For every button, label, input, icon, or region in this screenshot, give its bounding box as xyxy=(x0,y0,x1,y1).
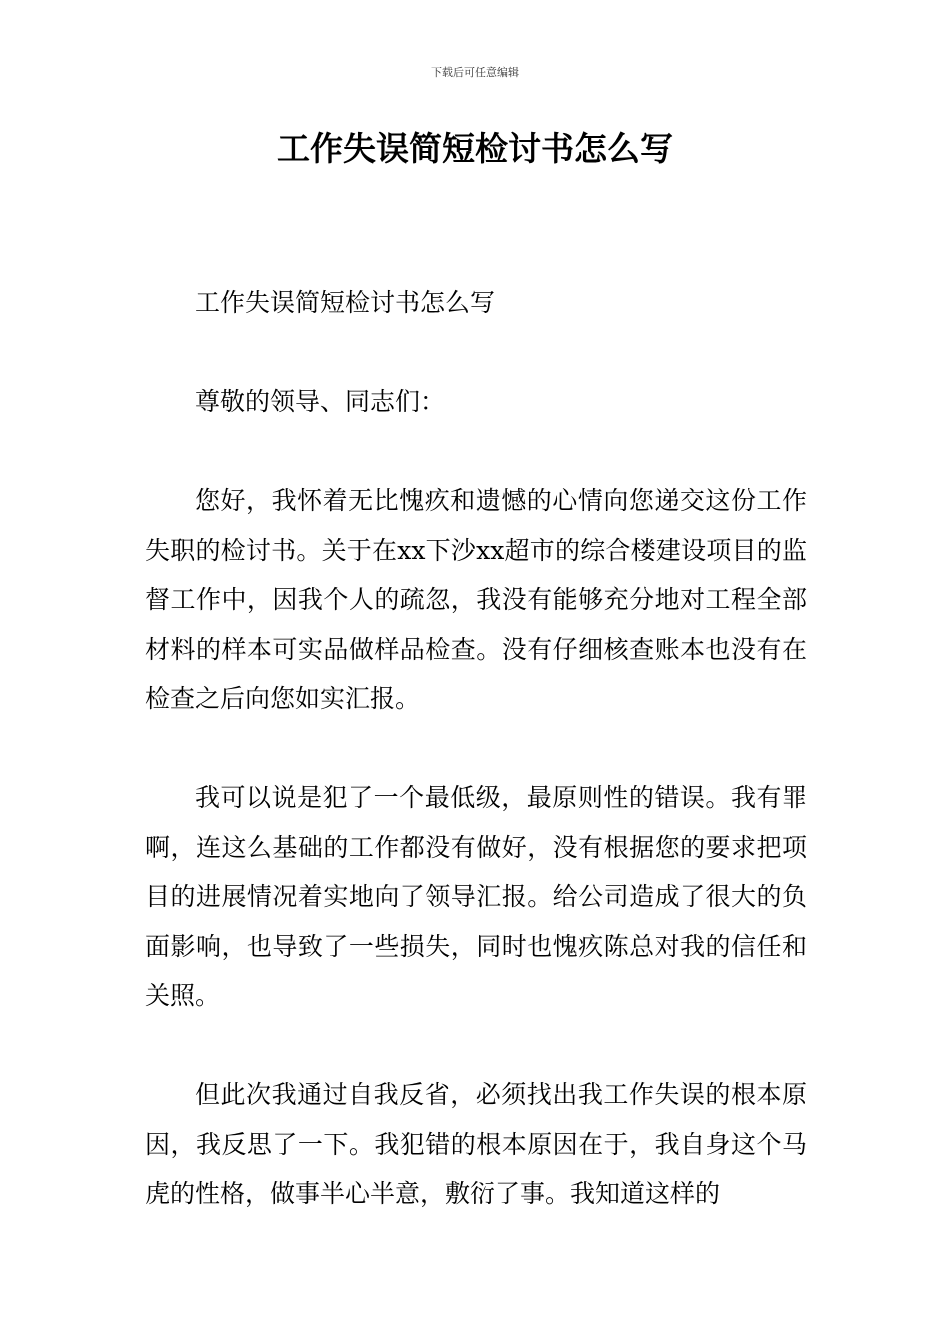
paragraph-body: 我可以说是犯了一个最低级，最原则性的错误。我有罪啊，连这么基础的工作都没有做好，没有根据您的要求把项目的进展情况着实地向了领导汇报。给公司造成了很大的负面影响，也导致了一些损失，同时也愧疚陈总对我的信任和关照。 xyxy=(145,783,807,1010)
paragraph-body: 您好，我怀着无比愧疚和遗憾的心情向您递交这份工作失职的检讨书。关于在xx下沙xx超市的综合楼建设项目的监督工作中，因我个人的疏忽，我没有能够充分地对工程全部材料的样本可实品做样品检查。没有仔细核查账本也没有在检查之后向您如实汇报。 xyxy=(145,486,807,713)
document-body xyxy=(145,278,807,1219)
paragraph-salutation: 尊敬的领导、同志们： xyxy=(195,387,446,416)
paragraph-body: 但此次我通过自我反省，必须找出我工作失误的根本原因，我反思了一下。我犯错的根本原因在于，我自身这个马虎的性格，做事半心半意，敷衍了事。我知道这样的 xyxy=(145,1080,807,1208)
header-note: 下载后可任意编辑 xyxy=(431,66,519,79)
paragraph-subtitle: 工作失误简短检讨书怎么写 xyxy=(195,288,496,317)
document-title: 工作失误简短检讨书怎么写 xyxy=(277,129,673,168)
